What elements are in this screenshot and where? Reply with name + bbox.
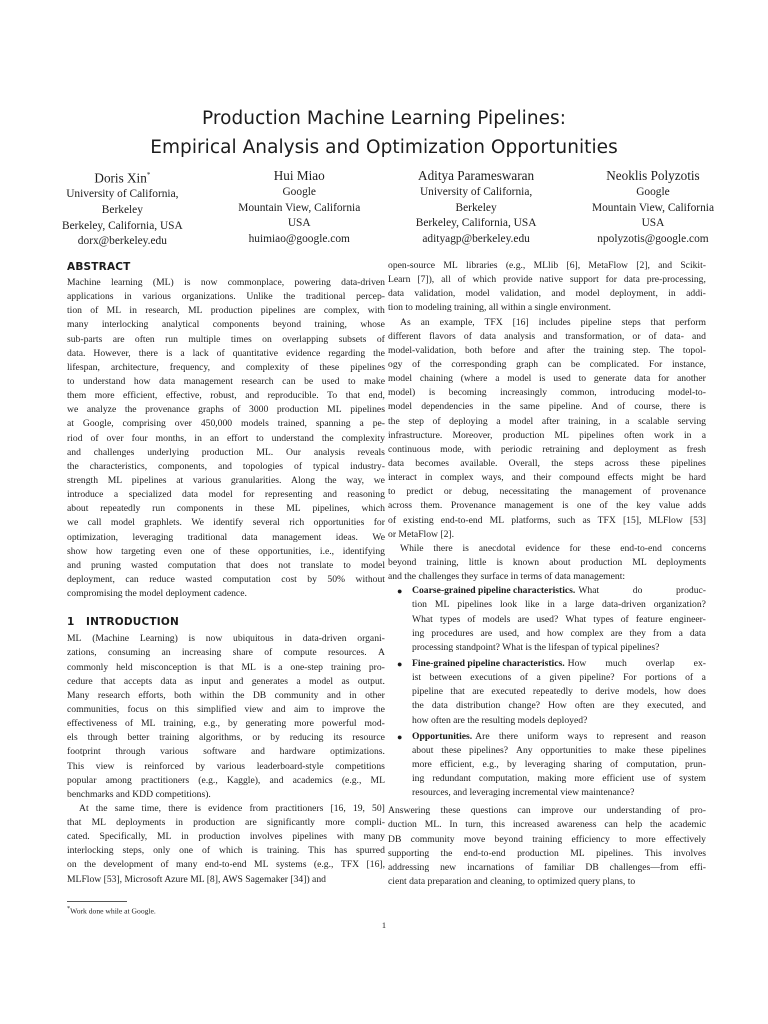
text-line: model) is becoming increasingly common, introducing model-to- <box>388 387 706 399</box>
right-paragraph-4 <box>388 804 706 889</box>
text-line: commonly held misconception is that ML is a one-step training pro- <box>67 661 385 673</box>
author-location: Berkeley, California, USA <box>415 217 537 230</box>
text-line: optimization, leveraging traditional data management ideas. We <box>67 531 385 543</box>
list-item-label: Opportunities. <box>412 730 473 742</box>
text-line: we analyze the provenance graphs of 3000 production ML pipelines <box>67 404 385 416</box>
author-location: USA <box>287 217 311 230</box>
abstract-body <box>67 276 385 601</box>
text-line: different flavors of data analysis and transformation, or of data- and <box>388 330 706 342</box>
text-line: effectiveness of ML training, e.g., by generating more powerful mod- <box>67 718 385 730</box>
text-line: pipeline that are executed repeatedly to derive models, how does <box>412 686 706 698</box>
text-line: or MetaFlow [2]. <box>388 528 455 540</box>
text-line: riod of over four months, in an effort to understand the complexity <box>67 432 385 444</box>
left-column <box>67 258 385 887</box>
text-line: ist between executions of a given pipeline? For portions of a <box>412 672 706 684</box>
text-line <box>412 730 706 744</box>
text-line: compromising the model deployment cadence. <box>67 588 247 600</box>
list-item-text: What do produc- <box>578 585 706 597</box>
text-line: on the development of many end-to-end ML systems (e.g., TFX [16], <box>67 859 385 871</box>
text-line: that ML deployments in production are significantly more compli- <box>67 817 385 829</box>
section-heading-introduction <box>67 612 385 632</box>
text-line: and the challenges they surface in terms of data management: <box>388 571 626 583</box>
right-column <box>388 259 706 889</box>
text-line: ing procedures are used, and how complex are they from a data <box>412 627 706 639</box>
author-affiliation-2: Mountain View, California <box>591 201 714 214</box>
section-title: INTRODUCTION <box>86 616 179 629</box>
author-name: Hui Miao <box>273 168 325 183</box>
author-location: USA <box>641 217 665 230</box>
text-line: strength ML pipelines at various granularities. Along the way, we <box>67 474 385 486</box>
text-line: What types of models are used? What types of feature engineer- <box>412 613 706 625</box>
text-line: processing standpoint? What is the lifespan of typical pipelines? <box>412 641 660 653</box>
text-line: more efficient, e.g., by leveraging sharing of computation, prun- <box>412 758 706 770</box>
author-affiliation-2: Mountain View, California <box>238 201 361 214</box>
text-line: While there is anecdotal evidence for these end-to-end concerns <box>400 542 706 554</box>
text-line: resources, and leveraging incremental view maintenance? <box>412 787 635 799</box>
list-item-label: Fine-grained pipeline characteristics. <box>412 657 565 669</box>
text-line: els through better training algorithms, or by reducing its resource <box>67 732 385 744</box>
author-4 <box>592 166 714 250</box>
author-name: Neoklis Polyzotis <box>606 168 700 183</box>
author-email[interactable]: npolyzotis@google.com <box>597 232 709 245</box>
text-line: data validation, model validation, and model deployment, in addi- <box>388 288 706 300</box>
author-affiliation: University of California, <box>419 186 533 198</box>
author-block <box>62 166 714 250</box>
author-affiliation-2: Berkeley <box>101 203 143 216</box>
author-affiliation: Google <box>636 186 670 198</box>
text-line: Machine learning (ML) is now commonplace, powering data-driven <box>67 277 385 288</box>
intro-paragraph-2 <box>67 802 385 887</box>
author-name: Aditya Parameswaran <box>418 168 535 183</box>
text-line: cient data preparation and cleaning, to optimized query plans, to <box>388 876 636 888</box>
text-line: cated. Specifically, ML in production involves pipelines with many <box>67 831 385 843</box>
question-list <box>388 584 706 800</box>
text-line: infrastructure. Moreover, production ML pipelines often work in a <box>388 429 706 441</box>
text-line: cedure that accepts data as input and generates a model as output. <box>67 675 385 687</box>
author-email[interactable]: dorx@berkeley.edu <box>77 235 167 248</box>
text-line: data. However, there is a lack of quantitative evidence regarding the <box>67 347 385 359</box>
footnote <box>67 905 156 916</box>
text-line: the step of deploying a model after training, in a scalable serving <box>388 415 706 427</box>
text-line: model-validation, both before and after the training step. The topol- <box>388 344 706 356</box>
text-line: This view is reinforced by various leaderboard-style competitions <box>67 760 385 772</box>
author-affiliation: University of California, <box>66 188 179 201</box>
author-name: Doris Xin* <box>94 170 151 186</box>
author-3 <box>416 166 537 250</box>
bullet-icon: ● <box>397 586 403 597</box>
text-line: and pruning wasted computation that does not translate to model <box>67 559 385 571</box>
text-line: of existing end-to-end ML platforms, such as TFX [15], MLFlow [53] <box>388 514 706 526</box>
text-line: tion ML pipelines look like in a large data-driven organization? <box>412 599 706 611</box>
author-location: Berkeley, California, USA <box>62 219 183 232</box>
author-affiliation-2: Berkeley <box>455 201 497 214</box>
text-line: ML (Machine Learning) is now ubiquitous in data-driven organi- <box>67 633 385 645</box>
text-line: supporting the end-to-end production ML pipelines. This involves <box>388 847 706 859</box>
text-line: show how targeting even one of these opportunities, i.e., identifying <box>67 545 385 557</box>
title-line-1: Production Machine Learning Pipelines: <box>202 108 566 129</box>
text-line: open-source ML libraries (e.g., MLlib [6], MetaFlow [2], and Scikit- <box>388 260 706 271</box>
text-line: model dependencies in the same pipeline. And of course, there is <box>388 401 706 413</box>
text-line: sub-parts are often run multiple times on overlapping subsets of <box>67 333 385 345</box>
text-line: lifespan, architecture, frequency, and complexity of these pipelines <box>67 361 385 373</box>
author-email[interactable]: adityagp@berkeley.edu <box>422 232 530 245</box>
text-line: about these pipelines? Any opportunities to make these pipelines <box>412 744 706 756</box>
title-line-2: Empirical Analysis and Optimization Opportunities <box>150 137 618 158</box>
text-line: to understand how data management research can be used to make <box>67 375 385 387</box>
text-line: interact in complex ways, and their compound effects might be hard <box>388 472 706 484</box>
text-line <box>412 584 706 598</box>
text-line: tion to modeling training, all within a single environment. <box>388 302 611 314</box>
text-line: As an example, TFX [16] includes pipeline steps that perform <box>400 316 706 328</box>
text-line: the data distribution change? How often are they executed, and <box>412 700 706 712</box>
text-line <box>412 657 706 671</box>
text-line: them more efficient, effective, robust, and reproducible. To that end, <box>67 390 385 402</box>
text-line: MLFlow [53], Microsoft Azure ML [8], AWS Sagemaker [34]) and <box>67 873 326 885</box>
author-2 <box>238 166 360 250</box>
footnote-text: Work done while at Google. <box>70 906 156 916</box>
author-1 <box>62 166 183 250</box>
paper-title <box>0 104 768 162</box>
abstract-heading: ABSTRACT <box>67 261 131 273</box>
text-line: zations, consuming an increasing share of compute resources. A <box>67 647 385 659</box>
list-item-text: Are there uniform ways to represent and reason <box>475 730 706 742</box>
text-line: popular among practitioners (e.g., Kaggle), and academics (e.g., ML <box>67 774 385 786</box>
text-line: benchmarks and KDD competitions). <box>67 788 211 800</box>
bullet-icon: ● <box>397 731 403 742</box>
list-item-text: How much overlap ex- <box>567 657 706 669</box>
text-line: At the same time, there is evidence from practitioners [16, 19, 50] <box>79 802 385 814</box>
text-line: many interlocking analytical components beyond training, whose <box>67 319 385 331</box>
text-line: ogy of the corresponding graph can be complicated. For instance, <box>388 358 706 370</box>
right-paragraph-1 <box>388 259 706 316</box>
text-line: addressing new incarnations of familiar DB challenges—from effi- <box>388 861 706 873</box>
list-item <box>388 657 706 728</box>
intro-paragraph-1 <box>67 632 385 802</box>
text-line: at Google, comprising over 450,000 models trained, spanning a pe- <box>67 418 385 430</box>
page-number: 1 <box>381 921 387 930</box>
right-paragraph-2 <box>388 316 706 542</box>
author-footnote-mark: * <box>146 171 151 179</box>
text-line: how often are the resulting models deployed? <box>412 714 588 726</box>
text-line: interlocking steps, only one of which is training. This has spurred <box>67 845 385 857</box>
text-line: continuous mode, with periodic retraining and deployment as fresh <box>388 443 706 455</box>
text-line: to predict or debug, necessitating the management of provenance <box>388 486 706 498</box>
list-item-label: Coarse-grained pipeline characteristics. <box>412 585 576 597</box>
text-line: we call model graphlets. We identify several rich opportunities for <box>67 517 385 529</box>
text-line: footprint through various software and hardware optimizations. <box>67 746 385 758</box>
text-line: communities, focus on this simplified view and aim to improve the <box>67 703 385 715</box>
author-email[interactable]: huimiao@google.com <box>248 232 350 245</box>
text-line: Answering these questions can improve our understanding of pro- <box>388 805 706 817</box>
section-number: 1 <box>67 616 75 629</box>
text-line: and challenges underlying production ML. Our analysis reveals <box>67 446 385 458</box>
text-line: applications in various organizations. Unlike the traditional percep- <box>67 291 385 303</box>
text-line: model chaining (where a model is used to generate data for another <box>388 373 706 385</box>
text-line: tion of ML in research, ML production pipelines are complex, with <box>67 305 385 317</box>
text-line: Many research efforts, both within the DB community and in other <box>67 689 385 701</box>
text-line: about repeatedly run components in these ML pipelines, which <box>67 503 385 515</box>
text-line: duction ML. In turn, this increased awareness can help the academic <box>388 819 706 831</box>
text-line: DB community move beyond training efficiency to more effectively <box>388 833 706 845</box>
bullet-icon: ● <box>397 658 403 669</box>
text-line: beyond training, little is known about production ML deployments <box>388 556 706 568</box>
footnote-mark: * <box>67 905 71 912</box>
text-line: across them. Provenance management is one of the key value adds <box>388 500 706 512</box>
right-paragraph-3 <box>388 542 706 584</box>
text-line: ing redundant computation, making more efficient use of system <box>412 773 706 785</box>
author-affiliation: Google <box>282 186 316 198</box>
list-item <box>388 730 706 801</box>
footnote-rule <box>67 901 127 902</box>
list-item <box>388 584 706 655</box>
text-line: the characteristics, components, and topologies of typical industry- <box>67 460 385 472</box>
text-line: introduce a specialized data model for representing and reasoning <box>67 489 385 501</box>
text-line: data becomes available. Overall, the steps across these pipelines <box>388 457 706 469</box>
text-line: deployment, can reduce wasted computation cost by 50% without <box>67 573 385 585</box>
text-line: Learn [7]), all of which provide native support for data pre-processing, <box>388 274 706 286</box>
